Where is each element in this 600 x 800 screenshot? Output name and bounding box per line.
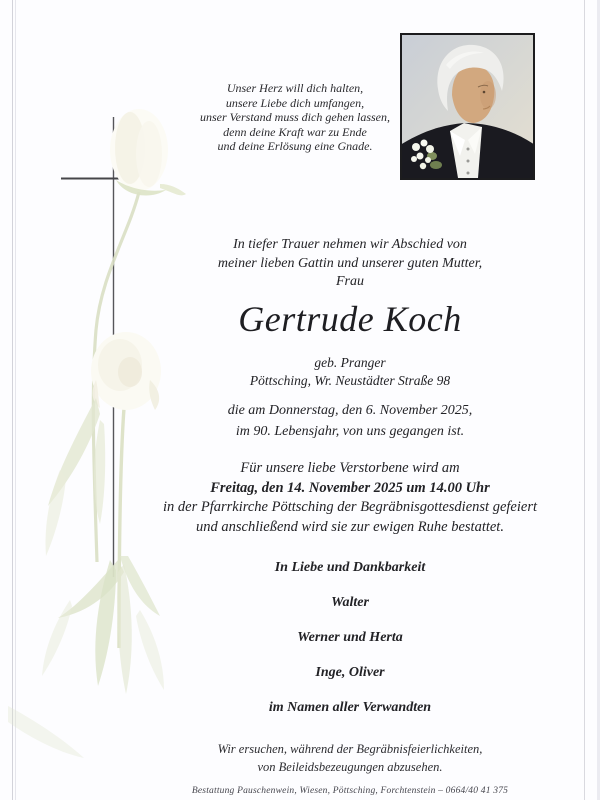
- deceased-name: Gertrude Koch: [238, 299, 462, 339]
- passing-line: die am Donnerstag, den 6. November 2025,: [227, 403, 473, 418]
- request-line: von Beileidsbezeugungen abzusehen.: [257, 759, 443, 774]
- memorial-poem: [160, 81, 430, 154]
- poem-line: und deine Erlösung eine Gnade.: [217, 139, 373, 154]
- funeral-home-footer: Bestattung Pauschenwein, Wiesen, Pöttsching, Forchtenstein – 0664/40 41 375: [191, 786, 509, 796]
- condolence-request: [105, 741, 595, 776]
- poem-line: Unser Herz will dich halten,: [226, 81, 364, 95]
- request-line: Wir ersuchen, während der Begräbnisfeierlichkeiten,: [217, 742, 483, 756]
- intro-line: In tiefer Trauer nehmen wir Abschied von: [233, 237, 467, 252]
- mourners-closing: im Namen aller Verwandten: [268, 700, 432, 715]
- mourners-heading: In Liebe und Dankbarkeit: [274, 560, 426, 575]
- announcement-intro: [105, 236, 595, 292]
- service-datetime: Freitag, den 14. November 2025 um 14.00 Uhr: [210, 479, 490, 496]
- poem-line: unsere Liebe dich umfangen,: [225, 95, 365, 110]
- poem-line: unser Verstand muss dich gehen lassen,: [200, 110, 390, 125]
- address: Pöttsching, Wr. Neustädter Straße 98: [249, 372, 451, 388]
- mourners-list: [105, 560, 595, 715]
- passing-line: im 90. Lebensjahr, von uns gegangen ist.: [235, 423, 465, 439]
- mourner-name: Walter: [331, 595, 369, 610]
- intro-line: meiner lieben Gattin und unserer guten Mutter,: [217, 255, 483, 271]
- poem-line: denn deine Kraft war zu Ende: [223, 124, 367, 139]
- passing-announcement: [105, 401, 595, 442]
- deceased-details: [105, 354, 595, 389]
- intro-line: Frau: [336, 274, 364, 289]
- maiden-name: geb. Pranger: [314, 355, 386, 370]
- funeral-service-details: [105, 459, 595, 537]
- service-line: und anschließend wird sie zur ewigen Ruhe bestattet.: [196, 518, 504, 535]
- mourner-name: Werner und Herta: [297, 630, 403, 645]
- mourner-name: Inge, Oliver: [315, 665, 385, 680]
- service-line: Für unsere liebe Verstorbene wird am: [240, 460, 460, 476]
- service-line: in der Pfarrkirche Pöttsching der Begräbnisgottesdienst gefeiert: [163, 499, 537, 515]
